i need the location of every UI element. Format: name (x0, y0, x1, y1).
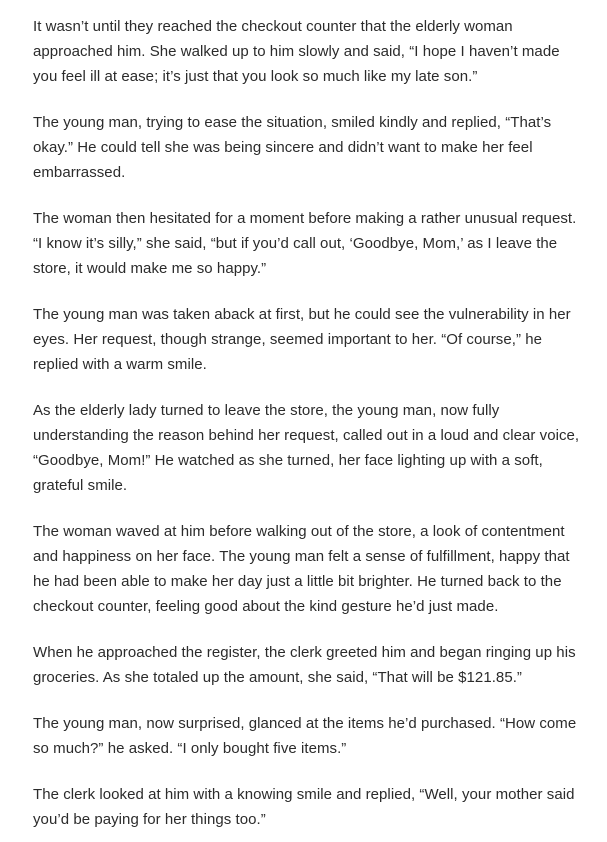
paragraph-3: The woman then hesitated for a moment before making a rather unusual request. “I know it’s silly,” she said, “but if you’d call out, ‘Goodbye, Mom,’ as I leave the store, it would make me so happy.” (33, 210, 577, 277)
paragraph-9: The clerk looked at him with a knowing smile and replied, “Well, your mother said you’d be paying for her things too.” (33, 786, 575, 828)
paragraph-2: The young man, trying to ease the situation, smiled kindly and replied, “That’s okay.” He could tell she was being sincere and didn’t want to make her feel embarrassed. (33, 114, 552, 181)
paragraph-6: The woman waved at him before walking out of the store, a look of contentment and happiness on her face. The young man felt a sense of fulfillment, happy that he had been able to make her day just a little bit brighter. He turned back to the checkout counter, feeling good about the kind gesture he’d just made. (33, 523, 570, 615)
paragraph-1: It wasn’t until they reached the checkout counter that the elderly woman approached him. She walked up to him slowly and said, “I hope I haven’t made you feel ill at ease; it’s just that you look so much like my late son.” (33, 18, 560, 85)
paragraph-7: When he approached the register, the clerk greeted him and began ringing up his groceries. As she totaled up the amount, she said, “That will be $121.85.” (33, 644, 576, 686)
paragraph-8: The young man, now surprised, glanced at the items he’d purchased. “How come so much?” he asked. “I only bought five items.” (33, 715, 577, 757)
paragraph-4: The young man was taken aback at first, but he could see the vulnerability in her eyes. Her request, though strange, seemed important to her. “Of course,” he replied with a warm smile. (33, 306, 571, 373)
paragraph-5: As the elderly lady turned to leave the store, the young man, now fully understanding the reason behind her request, called out in a loud and clear voice, “Goodbye, Mom!” He watched as she turned, her face lighting up with a soft, grateful smile. (33, 402, 580, 494)
